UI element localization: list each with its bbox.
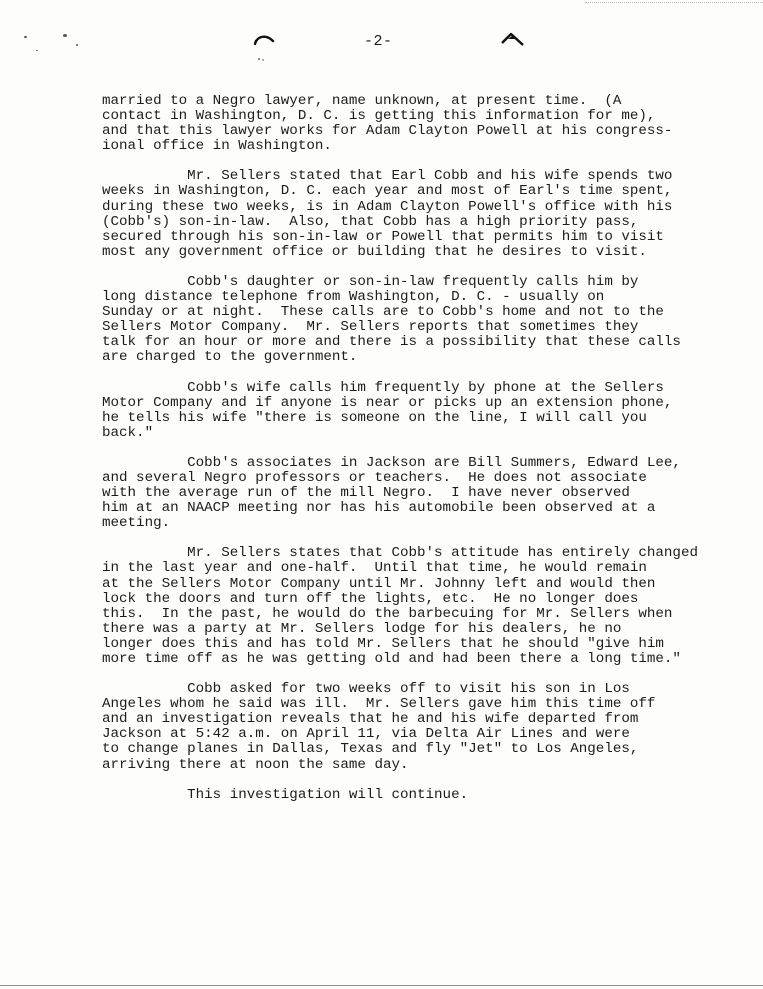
text-line: him at an NAACP meeting nor has his automobile been observed at a — [102, 500, 656, 517]
hole-punch-arc-mark-icon — [252, 30, 276, 64]
text-line: long distance telephone from Washington, D. C. - usually on — [102, 289, 605, 306]
scan-speck — [24, 36, 27, 38]
scan-speck — [76, 44, 78, 46]
hole-punch-caret-mark-icon — [500, 30, 526, 48]
text-line: lock the doors and turn off the lights, etc. He no longer does — [102, 590, 639, 607]
paragraph — [102, 788, 722, 803]
text-line: longer does this and has told Mr. Sellers that he should "give him — [102, 635, 664, 652]
text-line: at the Sellers Motor Company until Mr. Johnny left and would then — [102, 575, 656, 592]
text-line: this. In the past, he would do the barbecuing for Mr. Sellers when — [102, 605, 673, 622]
text-line: Mr. Sellers states that Cobb's attitude has entirely changed — [102, 545, 698, 562]
text-line: arriving there at noon the same day. — [102, 756, 409, 773]
paragraph — [102, 546, 722, 667]
text-line: he tells his wife "there is someone on the line, I will call you — [102, 409, 647, 426]
text-line: talk for an hour or more and there is a possibility that these calls — [102, 334, 681, 351]
text-line: meeting. — [102, 515, 171, 532]
scan-speck — [36, 50, 38, 51]
text-line: more time off as he was getting old and had been there a long time." — [102, 651, 681, 667]
text-line: and several Negro professors or teachers. He does not associate — [102, 469, 647, 486]
text-line: Cobb's associates in Jackson are Bill Summers, Edward Lee, — [102, 454, 681, 471]
text-line: to change planes in Dallas, Texas and fly "Jet" to Los Angeles, — [102, 741, 639, 758]
top-edge-rule — [585, 2, 763, 3]
text-line: with the average run of the mill Negro. I have never observed — [102, 485, 630, 502]
text-line: married to a Negro lawyer, name unknown, at present time. (A — [102, 93, 622, 109]
text-line: Sellers Motor Company. Mr. Sellers reports that sometimes they — [102, 319, 639, 336]
text-line: there was a party at Mr. Sellers lodge for his dealers, he no — [102, 620, 622, 637]
text-line: Jackson at 5:42 a.m. on April 11, via Delta Air Lines and were — [102, 726, 630, 743]
text-line: in the last year and one-half. Until that time, he would remain — [102, 560, 647, 577]
scan-speck — [63, 34, 67, 37]
text-line: Mr. Sellers stated that Earl Cobb and his wife spends two — [102, 168, 673, 185]
paragraph — [102, 94, 722, 154]
paragraph — [102, 169, 722, 260]
page-number: -2- — [364, 33, 393, 50]
text-line: Sunday or at night. These calls are to Cobb's home and not to the — [102, 304, 664, 321]
text-line: Cobb asked for two weeks off to visit his son in Los — [102, 681, 630, 698]
text-line: weeks in Washington, D. C. each year and most of Earl's time spent, — [102, 183, 673, 200]
text-line: and that this lawyer works for Adam Clayton Powell at his congress- — [102, 123, 673, 140]
text-line: (Cobb's) son-in-law. Also, that Cobb has a high priority pass, — [102, 213, 639, 230]
text-line: This investigation will continue. — [102, 786, 469, 803]
text-line: are charged to the government. — [102, 349, 358, 366]
text-line: back." — [102, 424, 154, 441]
bottom-edge-rule — [0, 985, 763, 986]
document-body — [102, 94, 722, 818]
text-line: Angeles whom he said was ill. Mr. Sellers gave him this time off — [102, 696, 656, 713]
paragraph — [102, 381, 722, 441]
paragraph — [102, 682, 722, 773]
text-line: and an investigation reveals that he and his wife departed from — [102, 711, 639, 728]
paragraph — [102, 275, 722, 366]
text-line: contact in Washington, D. C. is getting this information for me), — [102, 108, 656, 125]
text-line: Cobb's daughter or son-in-law frequently calls him by — [102, 273, 639, 290]
text-line: Motor Company and if anyone is near or picks up an extension phone, — [102, 394, 673, 411]
text-line: Cobb's wife calls him frequently by phone at the Sellers — [102, 379, 664, 396]
paragraph — [102, 456, 722, 531]
text-line: during these two weeks, is in Adam Clayton Powell's office with his — [102, 198, 673, 215]
text-line: ional office in Washington. — [102, 138, 332, 155]
text-line: secured through his son-in-law or Powell that permits him to visit — [102, 228, 664, 245]
text-line: most any government office or building that he desires to visit. — [102, 243, 647, 260]
